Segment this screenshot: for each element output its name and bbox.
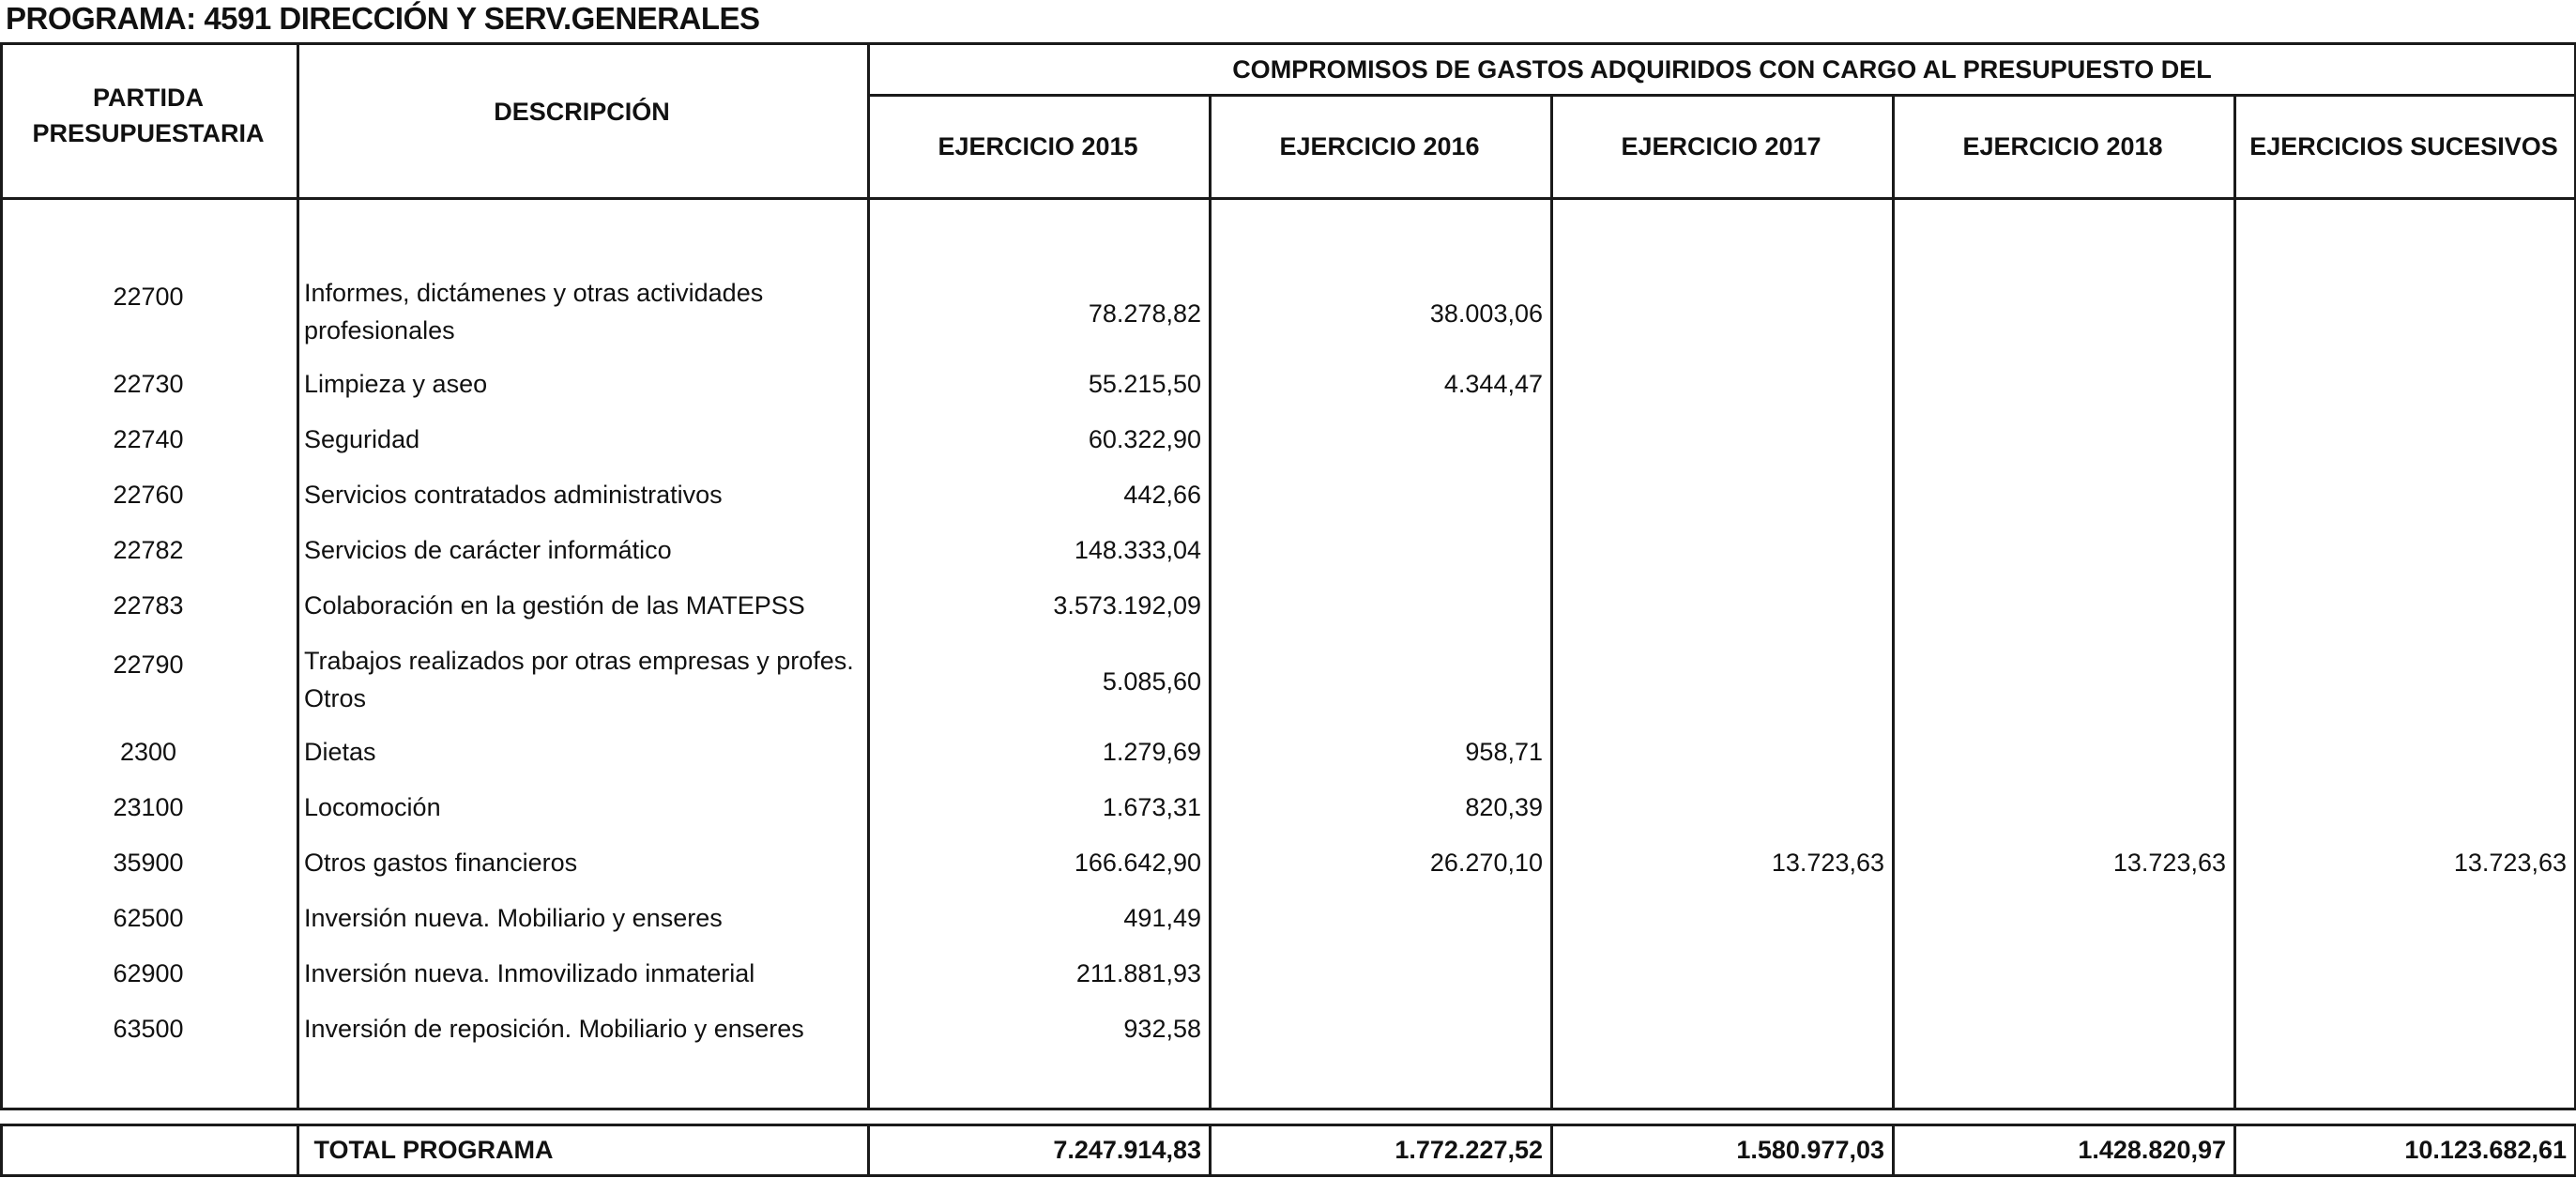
row-value	[1550, 421, 1884, 458]
table-hline-total-bottom	[0, 1174, 2576, 1177]
table-hline-body-bottom	[0, 1108, 2576, 1110]
row-value	[1892, 1010, 2226, 1048]
row-description-line: Servicios contratados administrativos	[304, 481, 723, 509]
row-description	[304, 274, 858, 349]
row-value: 13.723,63	[2112, 849, 2226, 877]
row-value: 148.333,04	[1074, 536, 1201, 564]
header-group: COMPROMISOS DE GASTOS ADQUIRIDOS CON CARGO AL PRESUPUESTO DEL	[1232, 54, 2212, 84]
row-code: 62500	[113, 904, 184, 932]
row-value	[1550, 955, 1884, 992]
row-value	[1209, 663, 1543, 700]
row-value: 5.085,60	[1102, 667, 1201, 696]
row-description-line: Inversión nueva. Mobiliario y enseres	[304, 904, 723, 932]
row-code: 22760	[113, 481, 184, 509]
row-value	[1209, 476, 1543, 513]
row-description	[304, 421, 858, 458]
header-year: EJERCICIO 2018	[1962, 132, 2163, 161]
row-value: 13.723,63	[2453, 849, 2567, 877]
row-code: 22730	[113, 370, 184, 398]
row-code: 22782	[113, 536, 184, 564]
row-value	[2233, 421, 2567, 458]
row-value: 78.278,82	[1088, 299, 1201, 328]
row-value: 958,71	[1465, 738, 1543, 766]
row-description-line: Informes, dictámenes y otras actividades	[304, 279, 764, 307]
row-value: 1.279,69	[1102, 738, 1201, 766]
row-value	[2233, 365, 2567, 403]
row-description	[304, 587, 858, 624]
total-value: 10.123.682,61	[2404, 1136, 2567, 1164]
row-description-line: Inversión de reposición. Mobiliario y enseres	[304, 1015, 804, 1043]
row-description	[304, 1010, 858, 1048]
row-value: 4.344,47	[1443, 370, 1543, 398]
total-value: 1.580.977,03	[1736, 1136, 1884, 1164]
row-value: 38.003,06	[1429, 299, 1543, 328]
row-value	[2233, 476, 2567, 513]
row-code: 63500	[113, 1015, 184, 1043]
row-description-line: Otros gastos financieros	[304, 849, 578, 877]
row-value	[1892, 476, 2226, 513]
row-value	[1892, 365, 2226, 403]
row-value	[1550, 899, 1884, 937]
row-value	[1209, 531, 1543, 569]
row-value	[1892, 663, 2226, 700]
row-value: 820,39	[1465, 793, 1543, 821]
row-value: 60.322,90	[1088, 425, 1201, 453]
row-value: 3.573.192,09	[1053, 591, 1201, 620]
header-descripcion: DESCRIPCIÓN	[494, 97, 670, 126]
row-value: 13.723,63	[1771, 849, 1884, 877]
row-code: 22790	[113, 650, 184, 679]
row-value: 26.270,10	[1429, 849, 1543, 877]
row-value	[2233, 899, 2567, 937]
row-value: 442,66	[1123, 481, 1201, 509]
row-value	[2233, 587, 2567, 624]
row-value	[2233, 295, 2567, 332]
row-value	[1209, 421, 1543, 458]
row-description	[304, 476, 858, 513]
row-description	[304, 899, 858, 937]
row-description-line: profesionales	[304, 316, 455, 344]
row-value	[1550, 733, 1884, 771]
row-value	[1550, 1010, 1884, 1048]
row-description-line: Trabajos realizados por otras empresas y profes.	[304, 647, 854, 675]
row-description-line: Dietas	[304, 738, 376, 766]
row-value	[1550, 587, 1884, 624]
row-value	[1892, 955, 2226, 992]
row-value	[2233, 733, 2567, 771]
row-value	[1892, 899, 2226, 937]
header-partida	[0, 43, 297, 198]
row-code: 23100	[113, 793, 184, 821]
header-year: EJERCICIOS SUCESIVOS	[2249, 132, 2558, 161]
row-value	[1892, 295, 2226, 332]
row-value	[1209, 955, 1543, 992]
header-partida-line1: PARTIDA	[93, 83, 204, 112]
row-value	[1550, 663, 1884, 700]
row-value: 491,49	[1123, 904, 1201, 932]
row-value	[1892, 421, 2226, 458]
row-description-line: Colaboración en la gestión de las MATEPSS	[304, 591, 805, 620]
row-code: 22740	[113, 425, 184, 453]
row-value	[2233, 788, 2567, 826]
row-value: 55.215,50	[1088, 370, 1201, 398]
row-value	[1892, 531, 2226, 569]
row-value	[2233, 663, 2567, 700]
row-value	[2233, 955, 2567, 992]
row-value	[1550, 788, 1884, 826]
header-year: EJERCICIO 2016	[1279, 132, 1480, 161]
header-year: EJERCICIO 2015	[937, 132, 1138, 161]
row-value	[1892, 587, 2226, 624]
row-description	[304, 365, 858, 403]
row-description-line: Otros	[304, 684, 367, 712]
table-vline	[867, 43, 870, 1110]
total-label: TOTAL PROGRAMA	[313, 1136, 554, 1164]
row-code: 62900	[113, 959, 184, 987]
row-description	[304, 531, 858, 569]
row-description	[304, 642, 858, 717]
row-code: 2300	[119, 738, 177, 766]
row-description-line: Inversión nueva. Inmovilizado inmaterial	[304, 959, 755, 987]
row-value	[2233, 531, 2567, 569]
row-description-line: Limpieza y aseo	[304, 370, 488, 398]
program-title: PROGRAMA: 4591 DIRECCIÓN Y SERV.GENERALES	[6, 1, 760, 36]
row-description	[304, 788, 858, 826]
row-value	[1892, 788, 2226, 826]
row-description-line: Seguridad	[304, 425, 420, 453]
row-value	[1550, 295, 1884, 332]
total-value: 1.428.820,97	[2078, 1136, 2226, 1164]
row-value	[1209, 587, 1543, 624]
total-value: 1.772.227,52	[1395, 1136, 1543, 1164]
row-value	[1209, 1010, 1543, 1048]
row-value: 166.642,90	[1074, 849, 1201, 877]
row-code: 35900	[113, 849, 184, 877]
row-value	[1892, 733, 2226, 771]
row-value: 1.673,31	[1102, 793, 1201, 821]
row-value	[1550, 476, 1884, 513]
table-vline	[0, 43, 3, 1110]
row-description	[304, 844, 858, 881]
row-code: 22700	[113, 283, 184, 311]
row-description-line: Servicios de carácter informático	[304, 536, 672, 564]
row-code: 22783	[113, 591, 184, 620]
row-description	[304, 733, 858, 771]
row-value	[2233, 1010, 2567, 1048]
header-year: EJERCICIO 2017	[1621, 132, 1821, 161]
row-value	[1209, 899, 1543, 937]
row-description-line: Locomoción	[304, 793, 441, 821]
table-vline	[297, 43, 299, 1110]
row-value	[1550, 365, 1884, 403]
header-partida-line2: PRESUPUESTARIA	[32, 118, 265, 147]
total-value: 7.247.914,83	[1053, 1136, 1201, 1164]
row-value: 211.881,93	[1075, 959, 1201, 987]
row-value	[1550, 531, 1884, 569]
row-description	[304, 955, 858, 992]
row-value: 932,58	[1123, 1015, 1201, 1043]
